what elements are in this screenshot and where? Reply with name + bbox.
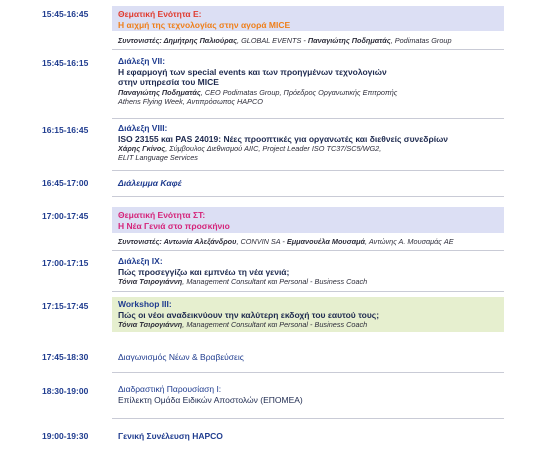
moderators: Συντονιστές: Αντωνία Αλεξάνδρου, CONVIN SA - Εμμανουέλα Μουσαμά, Αντώνης Α. Μουσαμάς AE <box>118 237 454 246</box>
session-time: 15:45-16:15 <box>42 58 89 68</box>
session-time: 17:00-17:15 <box>42 258 89 268</box>
divider <box>112 49 504 50</box>
lecture-title: Πώς προσεγγίζω και εμπνέω τη νέα γενιά; <box>118 266 290 277</box>
theme-label: Θεματική Ενότητα Ε: <box>118 9 202 19</box>
event-title: Διαγωνισμός Νέων & Βραβεύσεις <box>118 352 244 362</box>
presentation-label: Διαδραστική Παρουσίαση Ι: <box>118 384 222 394</box>
divider <box>112 250 504 251</box>
speaker: Athens Flying Week, Αντιπρόσωπος HAPCO <box>118 96 263 106</box>
lecture-label: Διάλεξη VII: <box>118 56 166 66</box>
lecture-title: στην υπηρεσία του MICE <box>118 77 219 87</box>
session-time: 16:45-17:00 <box>42 178 89 188</box>
divider <box>112 118 504 119</box>
divider <box>112 418 504 419</box>
lecture-title: ISO 23155 και PAS 24019: Νέες προοπτικές για οργανωτές και διεθνείς συνεδρίων <box>118 133 448 144</box>
workshop-title: Πώς οι νέοι αναδεικνύουν την καλύτερη εκδοχή του εαυτού τους; <box>118 309 380 320</box>
presentation-block <box>118 384 510 405</box>
workshop-block <box>112 297 504 332</box>
coffee-break: Διάλειμμα Καφέ <box>118 178 182 188</box>
theme-header <box>112 207 504 233</box>
lecture-block <box>118 123 510 162</box>
theme-header <box>112 6 504 31</box>
moderators: Συντονιστές: Δημήτρης Παλιούρας, GLOBAL EVENTS - Παναγιώτης Ποδηματάς, Podimatas Group <box>118 36 452 45</box>
lecture-block <box>118 56 510 106</box>
theme-title: Η αιχμή της τεχνολογίας στην αγορά MICE <box>118 19 291 30</box>
speaker: Τόνια Τσιρογιάννη, Management Consultant και Personal - Business Coach <box>118 320 368 329</box>
theme-title: Η Νέα Γενιά στο προσκήνιο <box>118 220 230 231</box>
speaker: ELIT Language Services <box>118 153 198 162</box>
divider <box>112 170 504 171</box>
session-time: 19:00-19:30 <box>42 431 89 441</box>
workshop-label: Workshop III: <box>118 299 172 309</box>
lecture-label: Διάλεξη IX: <box>118 256 163 266</box>
session-time: 17:00-17:45 <box>42 211 89 221</box>
lecture-block <box>118 256 510 286</box>
divider <box>112 196 504 197</box>
session-time: 17:15-17:45 <box>42 301 89 311</box>
theme-label: Θεματική Ενότητα ΣΤ: <box>118 210 206 220</box>
session-time: 15:45-16:45 <box>42 9 89 19</box>
session-time: 17:45-18:30 <box>42 352 89 362</box>
presentation-title: Επίλεκτη Ομάδα Ειδικών Αποστολών (ΕΠΟΜΕΑ) <box>118 394 303 405</box>
lecture-title: Η εφαρμογή των special events και των προηγμένων τεχνολογιών <box>118 66 387 77</box>
speaker: Παναγιώτης Ποδηματάς, CEO Podimatas Group, Πρόεδρος Οργανωτικής Επιτροπής <box>118 87 398 97</box>
divider <box>112 372 504 373</box>
speaker: Τόνια Τσιρογιάννη, Management Consultant και Personal - Business Coach <box>118 277 368 286</box>
session-time: 18:30-19:00 <box>42 386 89 396</box>
divider <box>112 291 504 292</box>
session-time: 16:15-16:45 <box>42 125 89 135</box>
lecture-label: Διάλεξη VIII: <box>118 123 168 133</box>
speaker: Χάρης Γκίνος, Σύμβουλος Διεθνισμού AIIC, Project Leader ISO TC37/SC5/WG2, <box>118 144 382 153</box>
event-title: Γενική Συνέλευση HAPCO <box>118 431 223 441</box>
